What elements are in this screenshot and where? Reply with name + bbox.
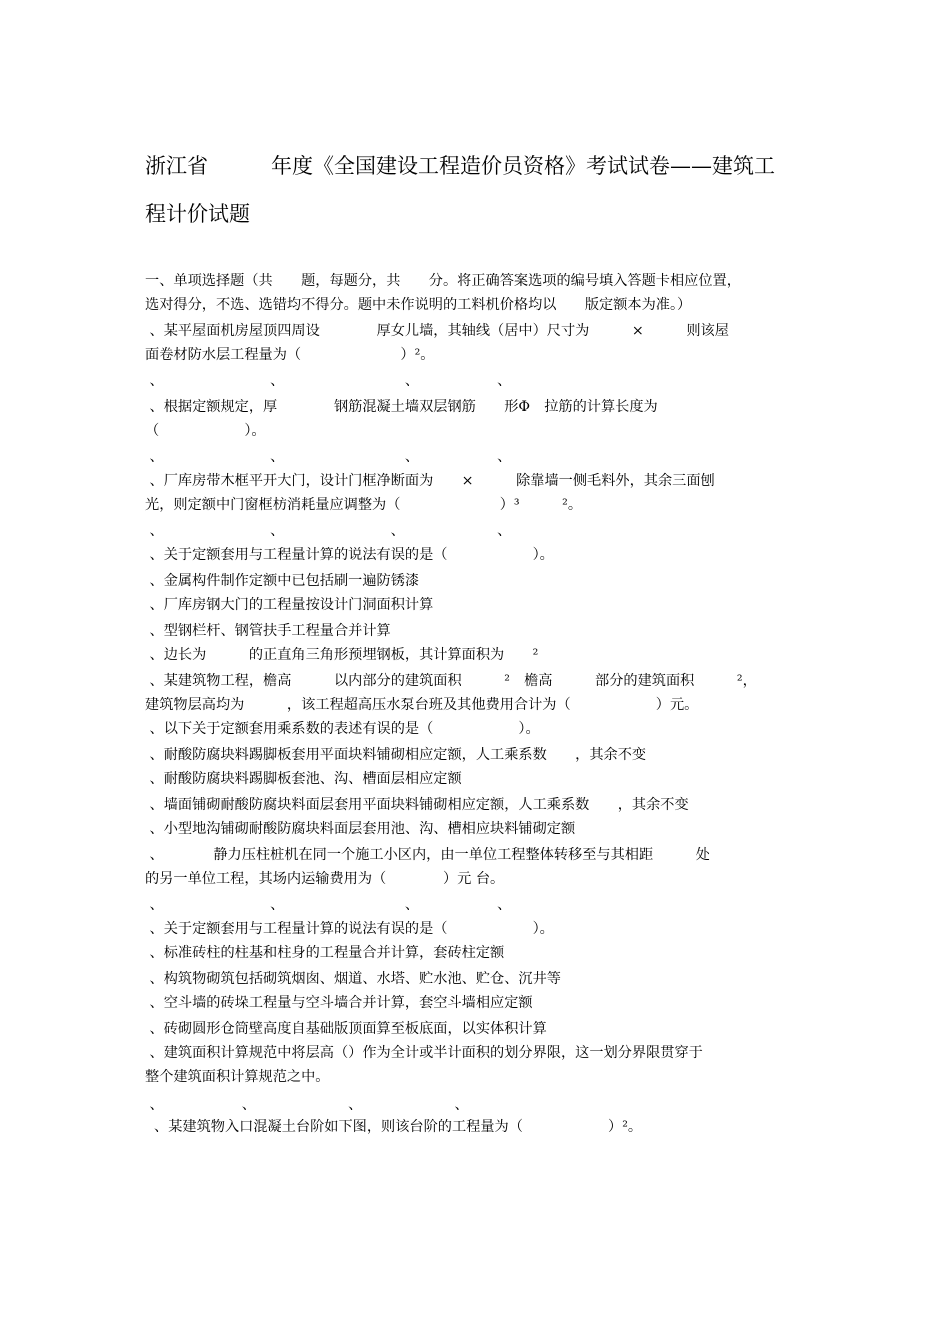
text-line: 、某平屋面机房屋顶四周设 厚女儿墙，其轴线（居中）尺寸为 × 则该屋 bbox=[145, 323, 729, 339]
text-line: 、关于定额套用与工程量计算的说法有误的是（ ）。 bbox=[145, 921, 554, 937]
page-title-line-1: 浙江省 年度《全国建设工程造价员资格》考试试卷——建筑工 bbox=[145, 154, 775, 178]
text-line: 、边长为 的正直角三角形预埋钢板，其计算面积为 ² bbox=[145, 647, 539, 663]
text-line: 、 、 、 、 bbox=[145, 1097, 469, 1113]
text-line: 、砖砌圆形仓筒壁高度自基础版顶面算至板底面，以实体积计算 bbox=[145, 1021, 547, 1037]
text-line: 、根据定额规定，厚 钢筋混凝土墙双层钢筋 形Φ 拉筋的计算长度为 bbox=[145, 399, 658, 415]
text-line: 、墙面铺砌耐酸防腐块料面层套用平面块料铺砌相应定额，人工乘系数 ，其余不变 bbox=[145, 797, 689, 813]
text-line: 、 、 、 、 bbox=[145, 373, 512, 389]
text-line: 、构筑物砌筑包括砌筑烟囱、烟道、水塔、贮水池、贮仓、沉井等 bbox=[145, 971, 561, 987]
text-line: 、小型地沟铺砌耐酸防腐块料面层套用池、沟、槽相应块料铺砌定额 bbox=[145, 821, 576, 837]
text-line: 、某建筑物工程，檐高 以内部分的建筑面积 ² 檐高 部分的建筑面积 ²， bbox=[145, 673, 757, 689]
text-line: 、关于定额套用与工程量计算的说法有误的是（ ）。 bbox=[145, 547, 554, 563]
text-line: 、耐酸防腐块料踢脚板套用平面块料铺砌相应定额，人工乘系数 ，其余不变 bbox=[145, 747, 647, 763]
text-line: 选对得分，不选、选错均不得分。题中未作说明的工料机价格均以 版定额本为准。） bbox=[145, 297, 692, 313]
text-line: 的另一单位工程，其场内运输费用为（ ）元 台。 bbox=[145, 871, 505, 887]
text-line: 建筑物层高均为 ，该工程超高压水泵台班及其他费用合计为（ ）元。 bbox=[145, 697, 699, 713]
text-line: 、型钢栏杆、钢管扶手工程量合并计算 bbox=[145, 623, 391, 639]
text-line: 、 、 、 、 bbox=[145, 897, 512, 913]
text-line: 、某建筑物入口混凝土台阶如下图，则该台阶的工程量为（ ）²。 bbox=[145, 1119, 643, 1135]
text-line: 一、单项选择题（共 题，每题分，共 分。将正确答案选项的编号填入答题卡相应位置， bbox=[145, 273, 741, 289]
text-line: 、标准砖柱的柱基和柱身的工程量合并计算，套砖柱定额 bbox=[145, 945, 505, 961]
text-line: 、建筑面积计算规范中将层高（）作为全计或半计面积的划分界限，这一划分界限贯穿于 bbox=[145, 1045, 703, 1061]
text-line: 整个建筑面积计算规范之中。 bbox=[145, 1069, 330, 1085]
text-line: 、金属构件制作定额中已包括刷一遍防锈漆 bbox=[145, 573, 420, 589]
text-line: 面卷材防水层工程量为（ ）²。 bbox=[145, 347, 435, 363]
text-line: 、耐酸防腐块料踢脚板套池、沟、槽面层相应定额 bbox=[145, 771, 462, 787]
text-line: 、 静力压柱桩机在同一个施工小区内，由一单位工程整体转移至与其相距 处 bbox=[145, 847, 710, 863]
text-line: 、厂库房钢大门的工程量按设计门洞面积计算 bbox=[145, 597, 434, 613]
text-line: （ ）。 bbox=[145, 423, 266, 439]
text-line: 、 、 、 、 bbox=[145, 449, 512, 465]
text-line: 、空斗墙的砖垛工程量与空斗墙合并计算，套空斗墙相应定额 bbox=[145, 995, 533, 1011]
text-line: 、厂库房带木框平开大门，设计门框净断面为 × 除靠墙一侧毛料外，其余三面刨 bbox=[145, 473, 715, 489]
page-title-line-2: 程计价试题 bbox=[145, 202, 250, 226]
text-line: 光，则定额中门窗框枋消耗量应调整为（ ）³ ²。 bbox=[145, 497, 583, 513]
text-line: 、以下关于定额套用乘系数的表述有误的是（ ）。 bbox=[145, 721, 540, 737]
text-line: 、 、 、 、 bbox=[145, 523, 512, 539]
